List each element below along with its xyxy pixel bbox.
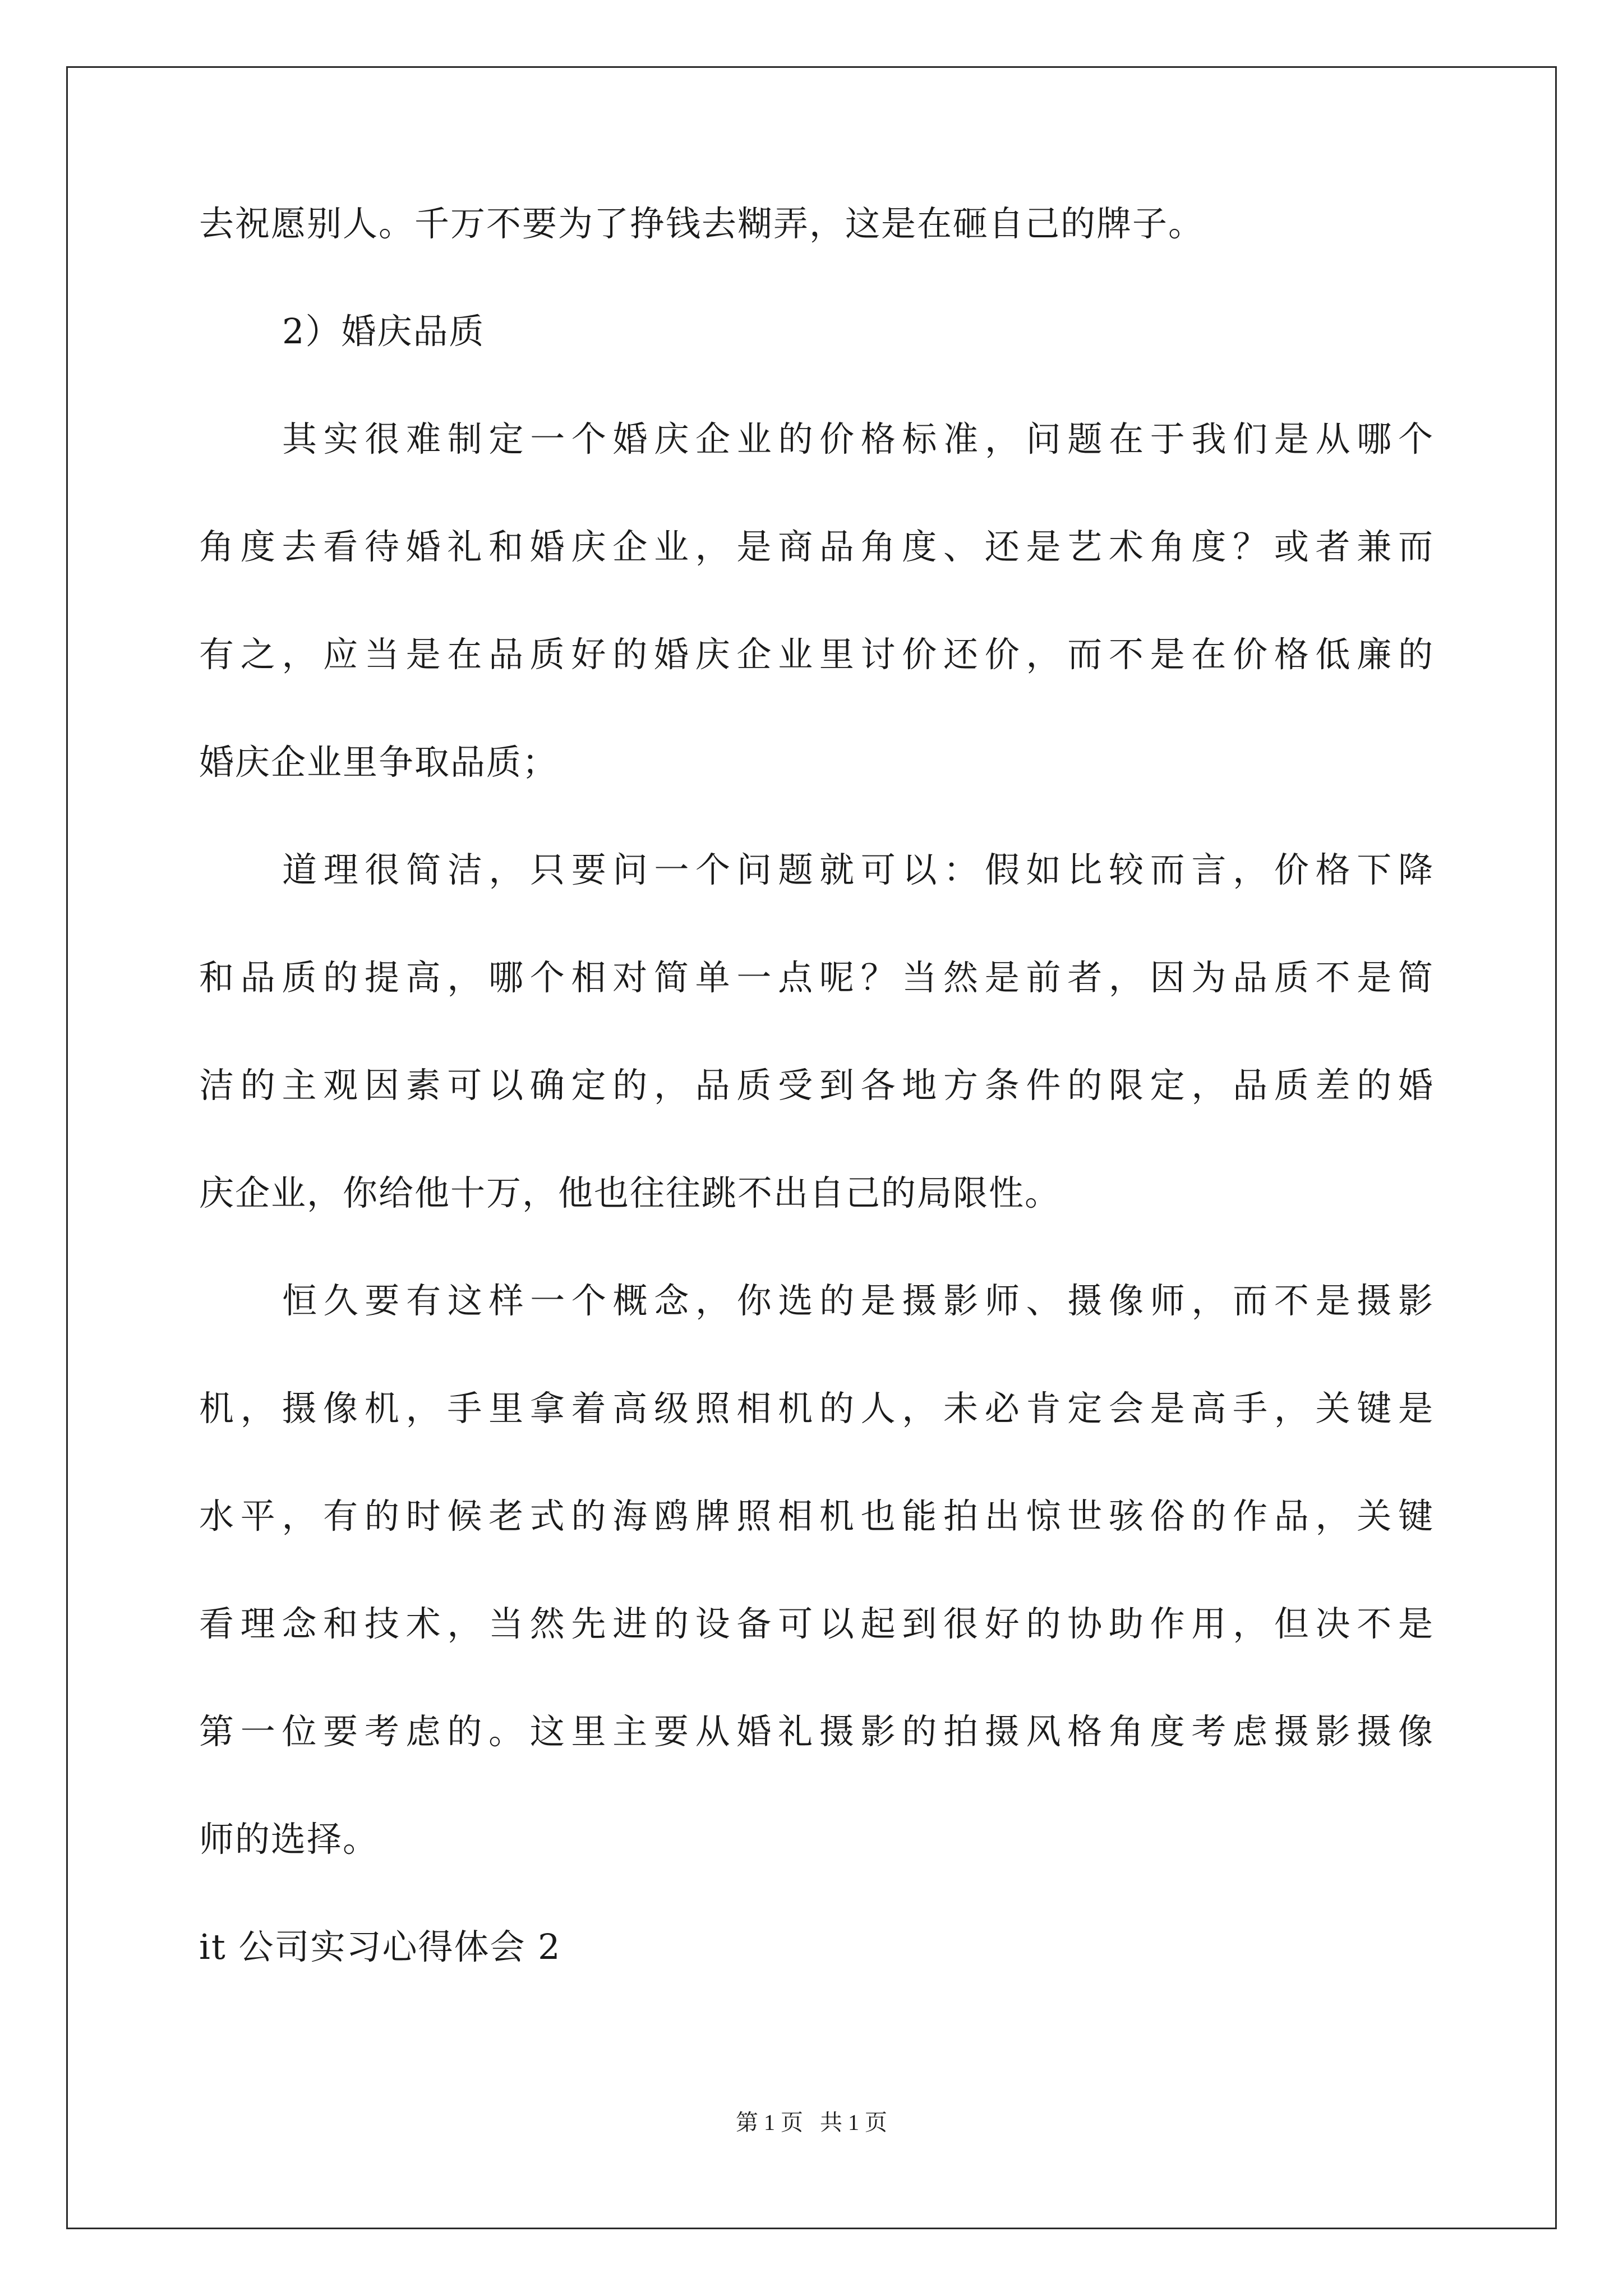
page-number: 第 1 页 共 1 页: [736, 2110, 887, 2135]
section-heading: 2）婚庆品质: [282, 311, 485, 352]
text-line: 角度去看待婚礼和婚庆企业，是商品角度、还是艺术角度？或者兼而: [199, 526, 1433, 567]
page-border: [66, 66, 1557, 2229]
text-line: 去祝愿别人。千万不要为了挣钱去糊弄，这是在砸自己的牌子。: [199, 203, 1205, 244]
text-line: 师的选择。: [199, 1819, 379, 1860]
text-line: 有之，应当是在品质好的婚庆企业里讨价还价，而不是在价格低廉的: [199, 634, 1433, 675]
text-line: 第一位要考虑的。这里主要从婚礼摄影的拍摄风格角度考虑摄影摄像: [199, 1711, 1433, 1752]
text-line: 看理念和技术，当然先进的设备可以起到很好的协助作用，但决不是: [199, 1603, 1433, 1644]
text-line: 道理很简洁，只要问一个问题就可以：假如比较而言，价格下降: [282, 849, 1433, 890]
text-line: 机，摄像机，手里拿着高级照相机的人，未必肯定会是高手，关键是: [199, 1388, 1433, 1429]
text-line: 婚庆企业里争取品质；: [199, 742, 559, 783]
text-line: 水平，有的时候老式的海鸥牌照相机也能拍出惊世骇俗的作品，关键: [199, 1496, 1433, 1536]
page-footer: [0, 2109, 1623, 2136]
text-line: 庆企业，你给他十万，他也往往跳不出自己的局限性。: [199, 1172, 1061, 1213]
text-line: 和品质的提高，哪个相对简单一点呢？当然是前者，因为品质不是简: [199, 957, 1433, 998]
document-title: it 公司实习心得体会 2: [199, 1926, 561, 1967]
text-line: 洁的主观因素可以确定的，品质受到各地方条件的限定，品质差的婚: [199, 1065, 1433, 1106]
text-line: 恒久要有这样一个概念，你选的是摄影师、摄像师，而不是摄影: [282, 1280, 1433, 1321]
text-line: 其实很难制定一个婚庆企业的价格标准，问题在于我们是从哪个: [282, 418, 1433, 459]
